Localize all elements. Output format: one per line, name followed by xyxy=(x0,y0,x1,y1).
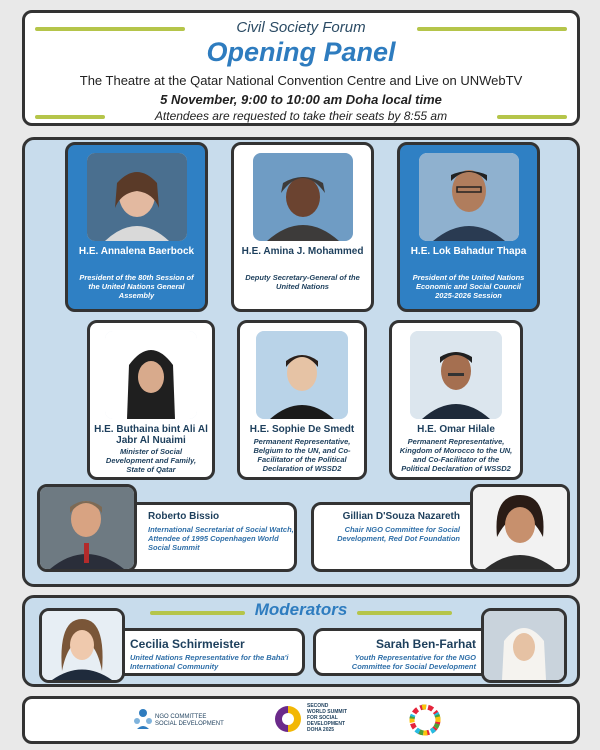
moderator-role: United Nations Representative for the Baha'i International Community xyxy=(130,653,289,671)
speaker-photo xyxy=(37,484,137,572)
speaker-name: H.E. Omar Hilale xyxy=(417,424,495,435)
moderator-photo xyxy=(39,608,125,683)
speaker-role: Permanent Representative, Belgium to the UN, and Co-Facilitator of the Political Declaration of WSSD2 xyxy=(253,437,351,473)
ngo-committee-logo-text: NGO COMMITTEE SOCIAL DEVELOPMENT xyxy=(155,714,224,727)
speaker-photo xyxy=(419,153,519,241)
speaker-photo xyxy=(410,331,502,419)
speaker-role: Chair NGO Committee for Social Development, Red Dot Foundation xyxy=(337,525,460,543)
moderator-role: Youth Representative for the NGO Committee for Social Development xyxy=(351,653,476,671)
speaker-name: H.E. Annalena Baerbock xyxy=(78,246,195,257)
speaker-photo xyxy=(105,331,197,419)
date-text: 5 November, 9:00 to 10:00 am Doha local time xyxy=(160,92,442,107)
speaker-role: International Secretariat of Social Watch, Attendee of 1995 Copenhagen World Social Summit xyxy=(148,525,294,552)
speaker-role: President of the United Nations Economic and Social Council 2025-2026 Session xyxy=(412,273,525,300)
header-card xyxy=(22,10,580,126)
speaker-name: H.E. Sophie De Smedt xyxy=(249,424,355,435)
speaker-name: H.E. Lok Bahadur Thapa xyxy=(410,246,527,257)
speaker-name: Gillian D'Souza Nazareth xyxy=(342,511,460,522)
speaker-card xyxy=(87,320,215,480)
forum-name: Civil Society Forum xyxy=(236,19,366,36)
speaker-card xyxy=(389,320,523,480)
speaker-photo xyxy=(256,331,348,419)
speaker-card-wide xyxy=(311,502,491,572)
moderator-card xyxy=(313,628,509,676)
moderator-name: Sarah Ben-Farhat xyxy=(375,637,476,651)
speaker-name: Roberto Bissio xyxy=(148,511,220,522)
speaker-card xyxy=(231,142,374,312)
speaker-role: President of the 80th Session of the United Nations General Assembly xyxy=(79,273,194,300)
moderator-photo xyxy=(481,608,567,683)
moderators-title: Moderators xyxy=(254,600,348,619)
speaker-card-wide xyxy=(117,502,297,572)
wssd2-logo-text: SECOND WORLD SUMMIT FOR SOCIAL DEVELOPMENT DOHA 2025 xyxy=(307,703,347,733)
speaker-card xyxy=(65,142,208,312)
footer-logos xyxy=(22,696,580,744)
speaker-card xyxy=(237,320,367,480)
speakers-panel xyxy=(22,137,580,587)
seating-note: Attendees are requested to take their seats by 8:55 am xyxy=(154,109,448,123)
wssd2-logo-icon xyxy=(273,704,303,734)
speaker-photo xyxy=(253,153,353,241)
sdg-wheel-icon xyxy=(409,704,441,736)
speaker-role: Minister of Social Development and Family, State of Qatar xyxy=(105,447,197,474)
speaker-name: H.E. Amina J. Mohammed xyxy=(241,246,364,257)
speaker-photo xyxy=(87,153,187,241)
moderator-card xyxy=(97,628,305,676)
page-title: Opening Panel xyxy=(206,37,396,67)
moderator-name: Cecilia Schirmeister xyxy=(130,637,245,651)
ngo-committee-logo-icon xyxy=(133,707,153,731)
speaker-card xyxy=(397,142,540,312)
speaker-photo xyxy=(470,484,570,572)
speaker-role: Deputy Secretary-General of the United Nations xyxy=(245,273,360,291)
moderators-panel xyxy=(22,595,580,687)
venue-text: The Theatre at the Qatar National Convention Centre and Live on UNWebTV xyxy=(79,73,523,88)
speaker-name: H.E. Buthaina bint Ali Al Jabr Al Nuaimi xyxy=(94,424,208,446)
speaker-role: Permanent Representative, Kingdom of Morocco to the UN, and Co-Facilitator of the Political Declaration of WSSD2 xyxy=(399,437,513,473)
